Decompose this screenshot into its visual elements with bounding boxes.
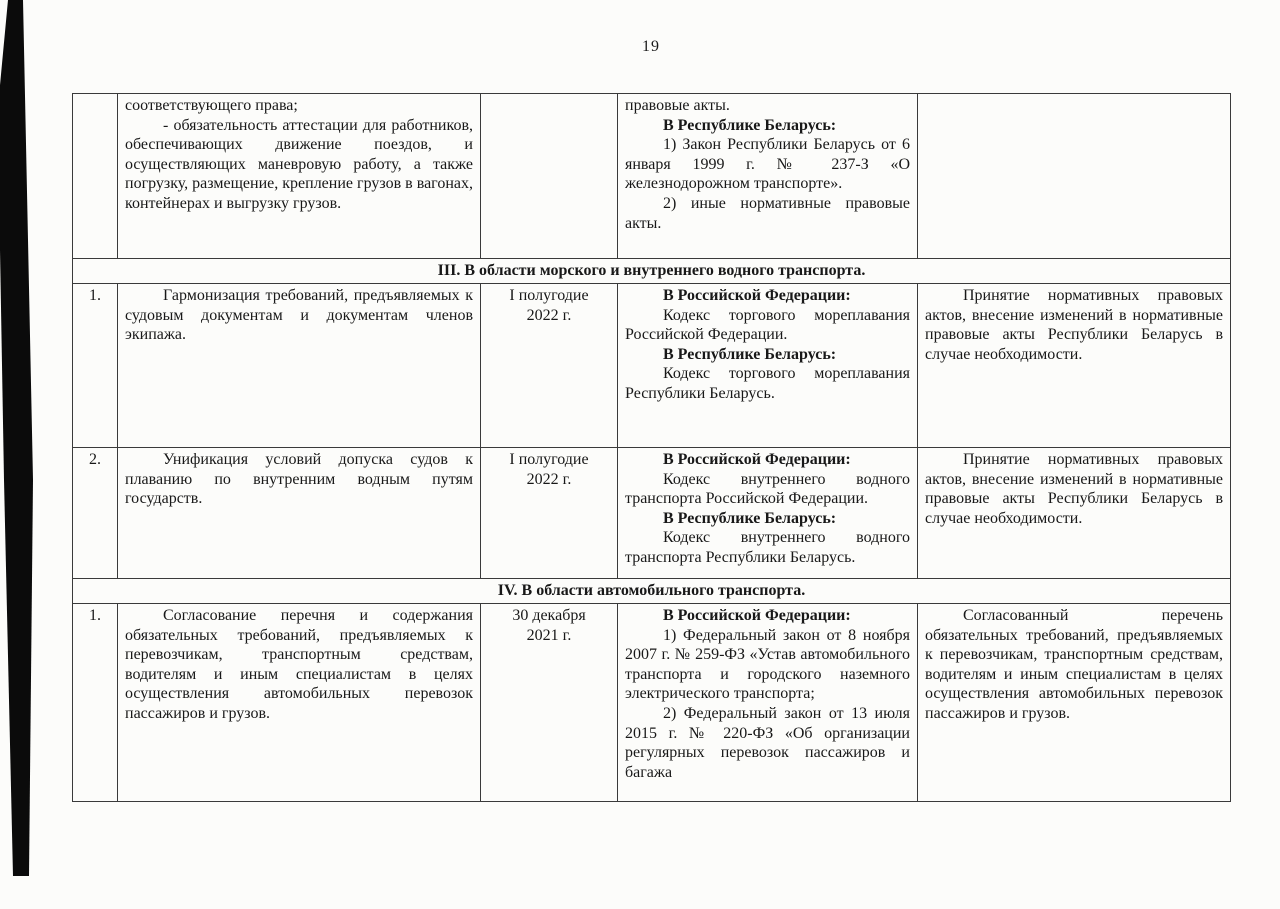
paragraph: 2021 г. bbox=[526, 626, 572, 644]
paragraph: Согласованный перечень обязательных требований, предъявляемых к перевозчикам, транспортным средствам, водителям и иным специалистам в целях осуществления автомобильных перевозок пассажиров и грузов. bbox=[925, 607, 1223, 722]
transport-measures-table bbox=[72, 93, 1231, 802]
section-header-row bbox=[73, 259, 1231, 284]
paragraph: Кодекс внутреннего водного транспорта Российской Федерации. bbox=[625, 470, 910, 508]
expected-result-cell bbox=[918, 604, 1231, 802]
row-number-cell: 1. bbox=[73, 284, 118, 448]
expected-result-cell-content bbox=[925, 450, 1223, 576]
term-cell-content bbox=[488, 286, 610, 445]
paragraph: Принятие нормативных правовых актов, внесение изменений в нормативные правовые акты Республики Беларусь в случае необходимости. bbox=[925, 451, 1223, 527]
scan-edge-artifact bbox=[0, 0, 40, 909]
expected-result-cell bbox=[918, 448, 1231, 579]
row-number-cell: 1. bbox=[73, 604, 118, 802]
country-subheading: В Республике Беларусь: bbox=[663, 116, 837, 134]
country-subheading: В Российской Федерации: bbox=[663, 607, 851, 624]
paragraph: - обязательность аттестации для работников, обеспечивающих движение поездов, и осуществляющих маневровую работу, а также погрузку, размещение, крепление грузов в вагонах, контейнерах и выгрузку грузов. bbox=[125, 116, 473, 212]
table-row bbox=[73, 448, 1231, 579]
term-cell bbox=[481, 94, 618, 259]
paragraph: Гармонизация требований, предъявляемых к судовым документам и документам членов экипажа. bbox=[125, 287, 473, 344]
paragraph: 1) Федеральный закон от 8 ноября 2007 г. № 259-ФЗ «Устав автомобильного транспорта и городского наземного электрического транспорта; bbox=[625, 626, 910, 703]
activity-cell bbox=[118, 448, 481, 579]
paragraph: Унификация условий допуска судов к плаванию по внутренним водным путям государств. bbox=[125, 451, 473, 508]
paragraph: I полугодие bbox=[509, 451, 589, 468]
row-number-cell: 2. bbox=[73, 448, 118, 579]
expected-result-cell-content bbox=[925, 606, 1223, 799]
legal-acts-cell bbox=[618, 604, 918, 802]
country-subheading: В Российской Федерации: bbox=[663, 451, 851, 468]
row-number-cell bbox=[73, 94, 118, 259]
paragraph: 2022 г. bbox=[526, 470, 572, 488]
legal-acts-cell bbox=[618, 284, 918, 448]
activity-cell-content bbox=[125, 286, 473, 445]
paragraph: Принятие нормативных правовых актов, внесение изменений в нормативные правовые акты Республики Беларусь в случае необходимости. bbox=[925, 287, 1223, 363]
paragraph: 30 декабря bbox=[512, 607, 586, 624]
activity-cell bbox=[118, 94, 481, 259]
paragraph: 2) Федеральный закон от 13 июля 2015 г. № 220-ФЗ «Об организации регулярных перевозок пассажиров и багажа bbox=[625, 704, 910, 781]
paragraph: I полугодие bbox=[509, 287, 589, 304]
legal-acts-cell-content bbox=[625, 286, 910, 445]
term-cell-content bbox=[488, 606, 610, 799]
section-title: IV. В области автомобильного транспорта. bbox=[73, 579, 1231, 604]
term-cell-content bbox=[488, 96, 610, 256]
table-row bbox=[73, 604, 1231, 802]
expected-result-cell bbox=[918, 284, 1231, 448]
paragraph: 1) Закон Республики Беларусь от 6 января 1999 г. № 237-З «О железнодорожном транспорте». bbox=[625, 136, 910, 193]
activity-cell-content bbox=[125, 96, 473, 256]
table-body bbox=[73, 94, 1231, 802]
term-cell-content bbox=[488, 450, 610, 576]
term-cell bbox=[481, 604, 618, 802]
expected-result-cell-content bbox=[925, 286, 1223, 445]
paragraph: 2) иные нормативные правовые акты. bbox=[625, 194, 910, 232]
section-title: III. В области морского и внутреннего водного транспорта. bbox=[73, 259, 1231, 284]
expected-result-cell bbox=[918, 94, 1231, 259]
paragraph: Кодекс торгового мореплавания Республики Беларусь. bbox=[625, 365, 910, 402]
activity-cell bbox=[118, 604, 481, 802]
paragraph: соответствующего права; bbox=[125, 97, 298, 114]
legal-acts-cell-content bbox=[625, 606, 910, 799]
legal-acts-cell bbox=[618, 448, 918, 579]
activity-cell bbox=[118, 284, 481, 448]
activity-cell-content bbox=[125, 450, 473, 576]
term-cell bbox=[481, 448, 618, 579]
table-row bbox=[73, 284, 1231, 448]
country-subheading: В Республике Беларусь: bbox=[663, 345, 837, 363]
country-subheading: В Республике Беларусь: bbox=[663, 509, 837, 527]
paragraph: Кодекс торгового мореплавания Российской Федерации. bbox=[625, 306, 910, 344]
section-header-row bbox=[73, 579, 1231, 604]
legal-acts-cell-content bbox=[625, 96, 910, 256]
country-subheading: В Российской Федерации: bbox=[663, 287, 851, 304]
table-row bbox=[73, 94, 1231, 259]
paragraph: 2022 г. bbox=[526, 306, 572, 324]
paragraph: Согласование перечня и содержания обязательных требований, предъявляемых к перевозчикам, транспортным средствам, водителям и иным специалистам в целях осуществления автомобильных перевозок пассажиров и грузов. bbox=[125, 607, 473, 722]
legal-acts-cell-content bbox=[625, 450, 910, 576]
page-number: 19 bbox=[642, 38, 660, 55]
paragraph: правовые акты. bbox=[625, 97, 730, 114]
term-cell bbox=[481, 284, 618, 448]
activity-cell-content bbox=[125, 606, 473, 799]
legal-acts-cell bbox=[618, 94, 918, 259]
paragraph: Кодекс внутреннего водного транспорта Республики Беларусь. bbox=[625, 529, 910, 566]
expected-result-cell-content bbox=[925, 96, 1223, 256]
